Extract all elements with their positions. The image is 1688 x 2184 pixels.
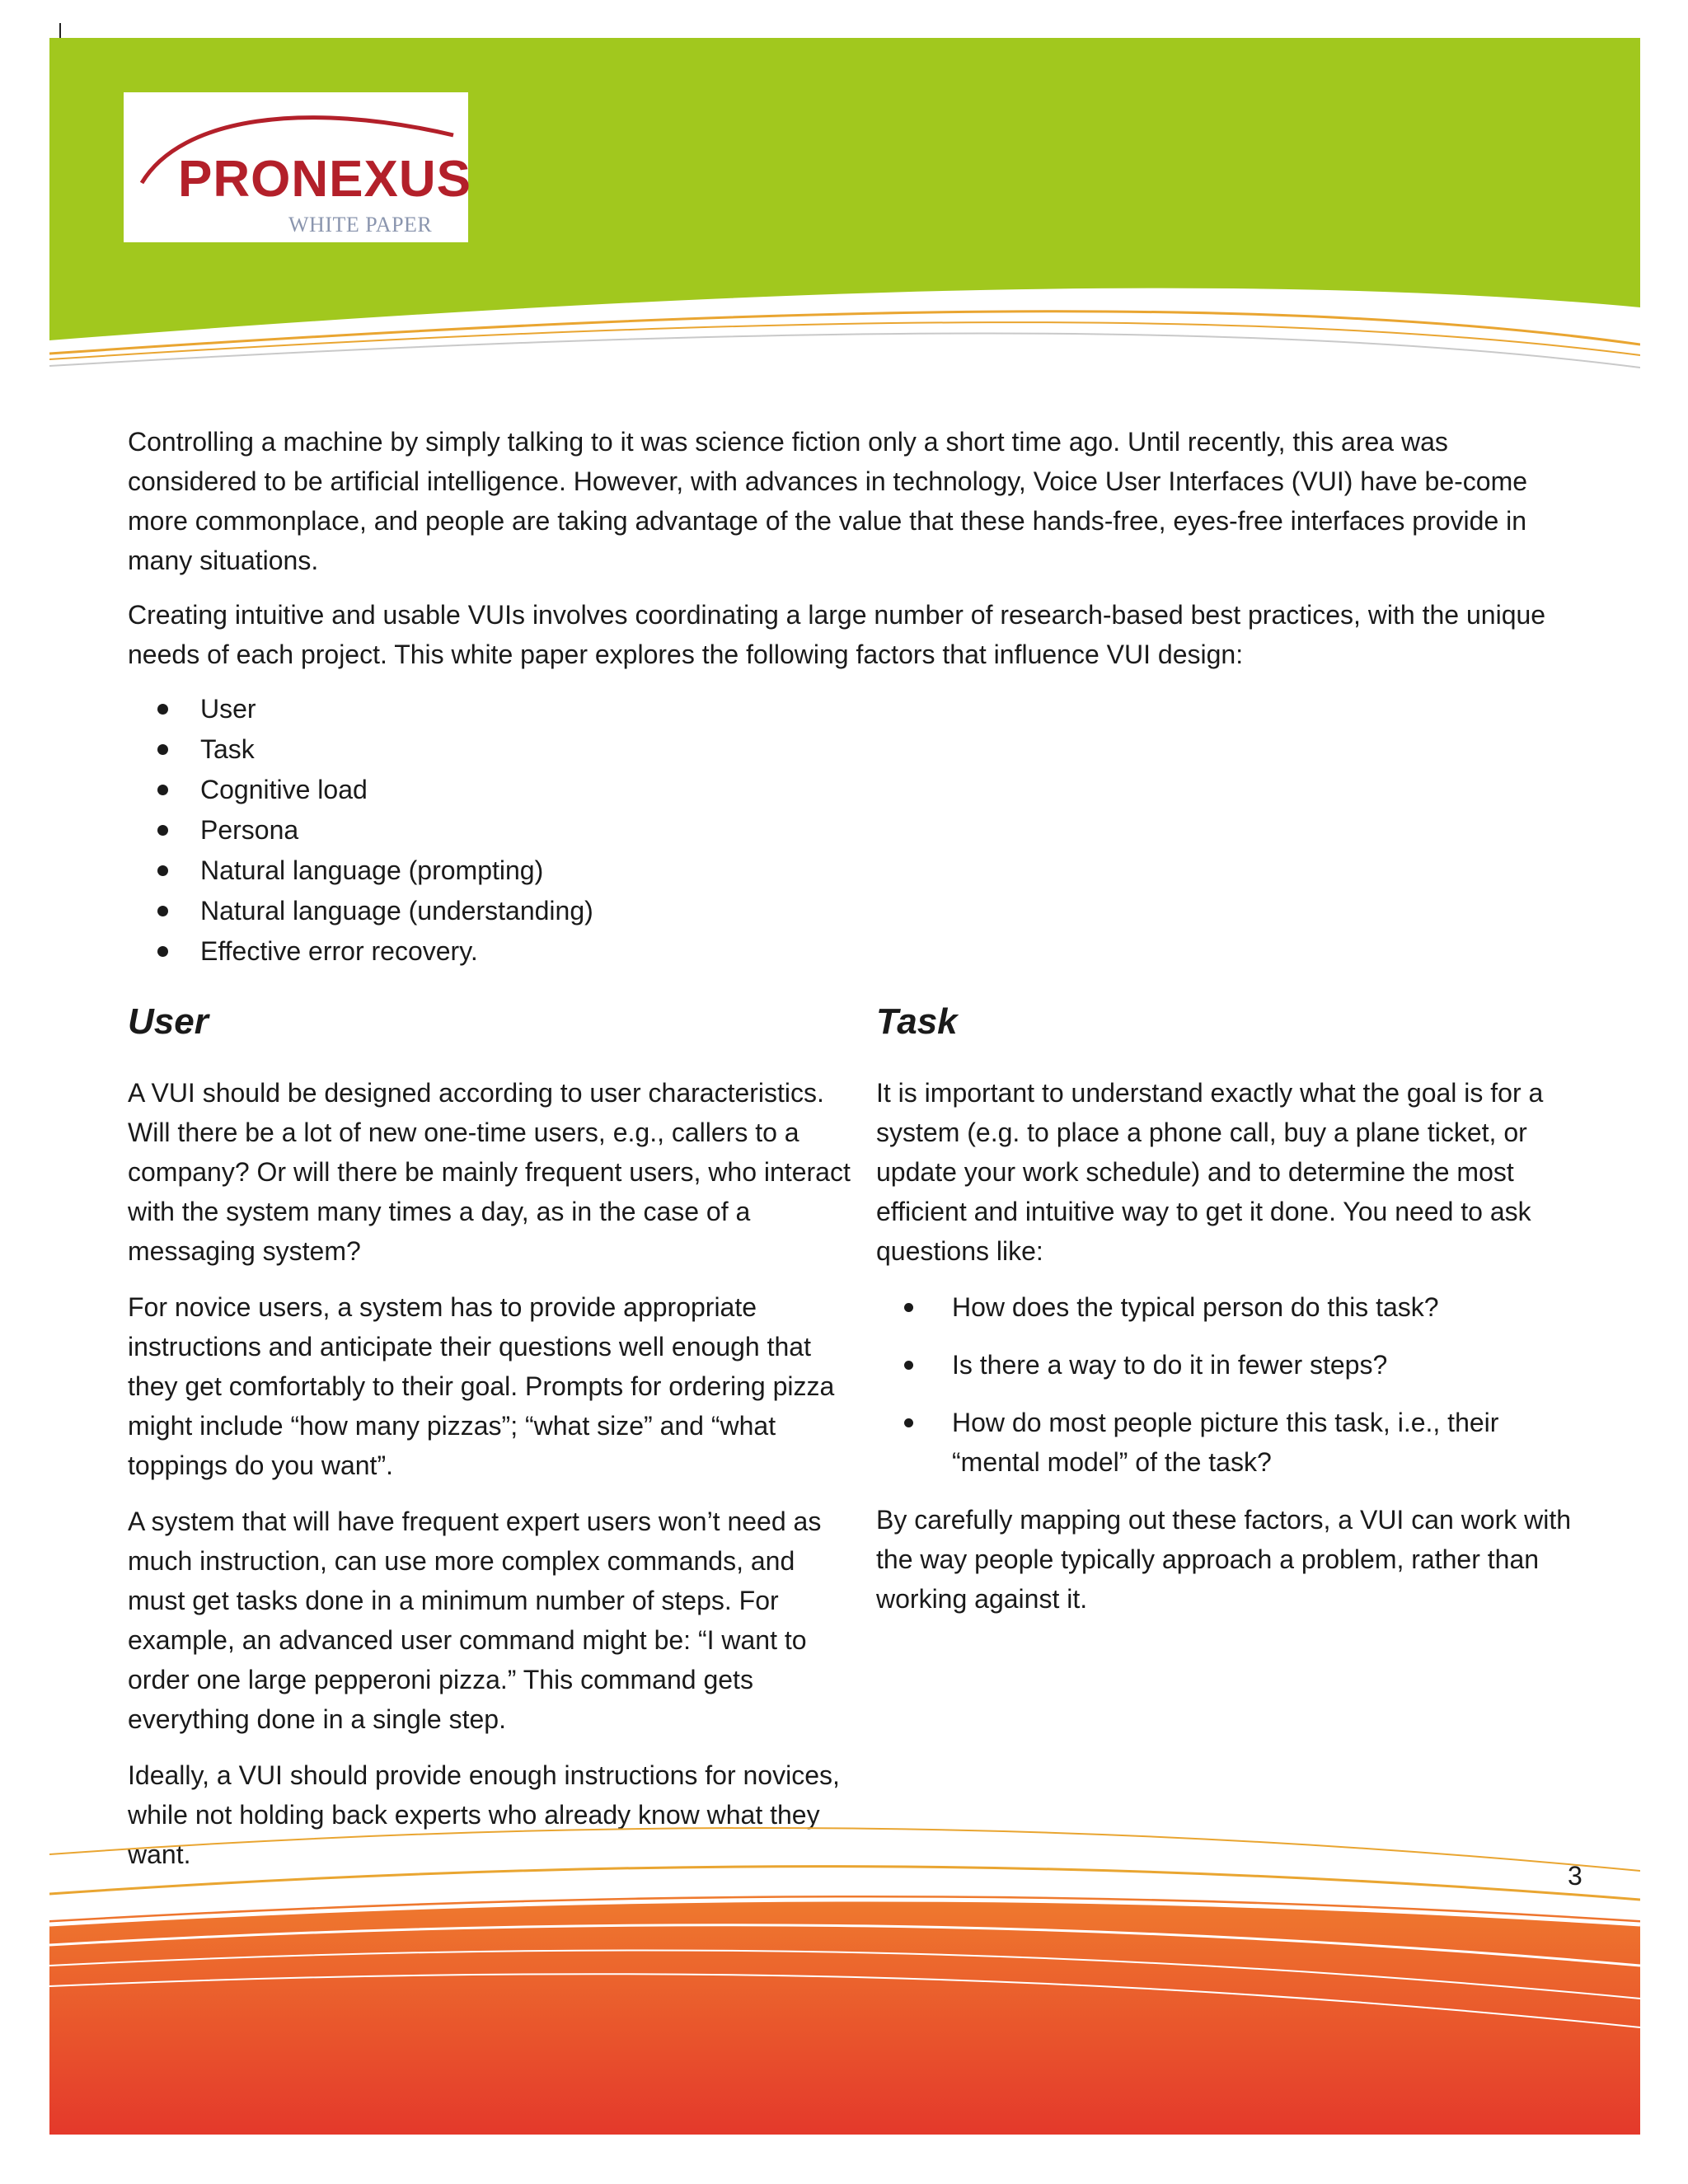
intro-paragraph: Creating intuitive and usable VUIs involves coordinating a large number of research-based best practices, with the unique needs of each project. This white paper explores the following factors that influence VUI design: <box>128 600 1546 669</box>
list-item: Natural language (prompting) <box>128 851 1578 891</box>
logo-subtitle: WHITE PAPER <box>288 213 433 237</box>
bullet-icon <box>157 744 168 755</box>
task-heading: Task <box>876 1001 958 1042</box>
footer-band <box>49 1821 1640 2135</box>
factors-list <box>128 689 1578 972</box>
bullet-icon <box>157 785 168 795</box>
intro-paragraph: Controlling a machine by simply talking to it was science fiction only a short time ago. Until recently, this area was considered to be artificial intelligence. However, with advances in technology, Voice User Interfaces (VUI) have be-come more commonplace, and people are taking advantage of the value that these hands-free, eyes-free interfaces provide in many situations. <box>128 427 1528 575</box>
bullet-icon <box>904 1418 913 1427</box>
list-item: Is there a way to do it in fewer steps? <box>876 1345 1593 1385</box>
task-intro: It is important to understand exactly what the goal is for a system (e.g. to place a phone call, buy a plane ticket, or update your work schedule) and to determine the most efficient and intuitive way to get it done. You need to ask questions like: <box>876 1078 1544 1266</box>
task-questions-list <box>876 1287 1593 1482</box>
page-number: 3 <box>1568 1861 1582 1891</box>
bullet-icon <box>904 1303 913 1312</box>
user-paragraph: A VUI should be designed according to user characteristics. Will there be a lot of new one-time users, e.g., callers to a company? Or will there be mainly frequent users, who interact with the system many times a day, as in the case of a messaging system? <box>128 1078 851 1266</box>
pronexus-logo <box>124 92 471 242</box>
bullet-icon <box>157 825 168 836</box>
user-paragraph: Ideally, a VUI should provide enough instructions for novices, while not holding back experts who already know what they want. <box>128 1760 840 1869</box>
task-section <box>876 996 1593 1635</box>
user-paragraph: For novice users, a system has to provide appropriate instructions and anticipate their questions well enough that they get comfortably to their goal. Prompts for ordering pizza might include “how many pizzas”; “what size” and “what toppings do you want”. <box>128 1292 835 1480</box>
bullet-icon <box>157 704 168 715</box>
list-item: User <box>128 689 1578 729</box>
bullet-icon <box>904 1361 913 1370</box>
list-item: How does the typical person do this task? <box>876 1287 1593 1327</box>
intro-section <box>128 422 1578 972</box>
user-heading: User <box>128 1001 209 1042</box>
list-item: Natural language (understanding) <box>128 891 1578 931</box>
user-section <box>128 996 853 1891</box>
bullet-icon <box>157 865 168 876</box>
bullet-icon <box>157 946 168 957</box>
logo-wordmark: PRONEXUS <box>178 151 471 208</box>
task-conclusion: By carefully mapping out these factors, a VUI can work with the way people typically approach a problem, rather than working against it. <box>876 1505 1572 1614</box>
list-item: Cognitive load <box>128 770 1578 810</box>
list-item: How do most people picture this task, i.e., their “mental model” of the task? <box>876 1403 1593 1482</box>
list-item: Persona <box>128 810 1578 851</box>
bullet-icon <box>157 906 168 916</box>
list-item: Task <box>128 729 1578 770</box>
user-paragraph: A system that will have frequent expert users won’t need as much instruction, can use more complex commands, and must get tasks done in a minimum number of steps. For example, an advanced user command might be: “I want to order one large pepperoni pizza.” This command gets everything done in a single step. <box>128 1507 822 1734</box>
list-item: Effective error recovery. <box>128 931 1578 972</box>
